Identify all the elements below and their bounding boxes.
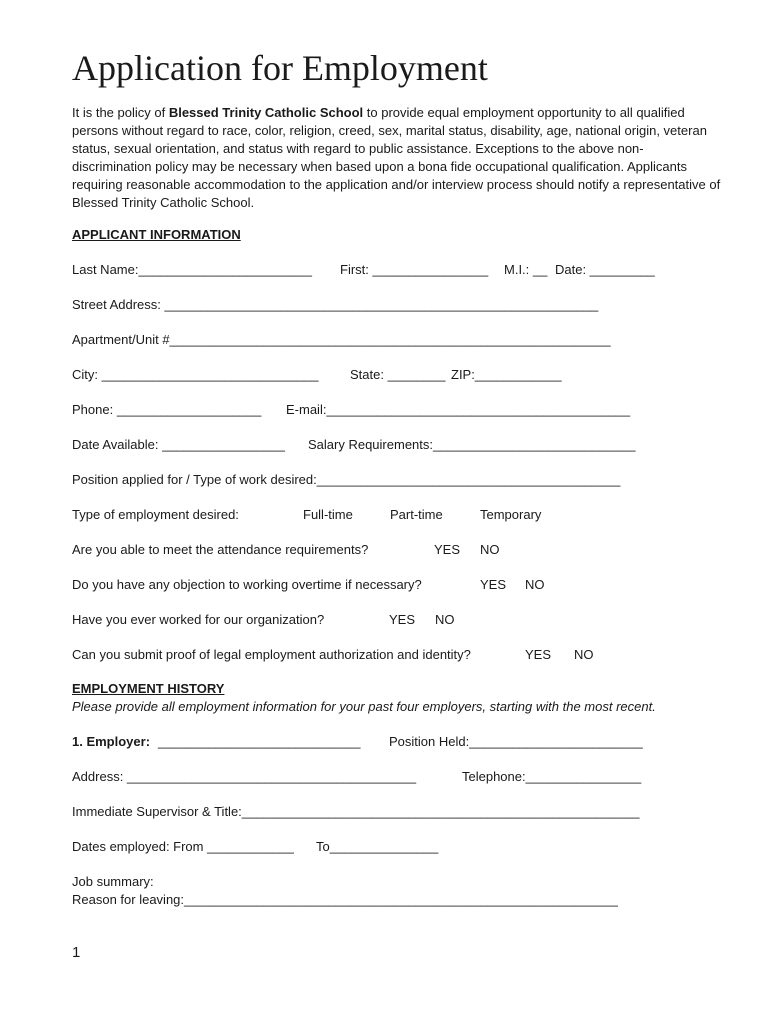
employment-history-instructions: Please provide all employment information for your past four employers, starting with the most recent. <box>72 699 656 714</box>
applicant-info-heading: APPLICANT INFORMATION <box>72 227 241 242</box>
worked-before-question: Have you ever worked for our organization? <box>72 612 325 627</box>
middle-initial-field[interactable]: M.I.: __ <box>504 262 548 277</box>
date-field[interactable]: Date: _________ <box>555 262 655 277</box>
worked-no-option[interactable]: NO <box>435 612 455 627</box>
attendance-no-option[interactable]: NO <box>480 542 500 557</box>
temporary-option[interactable]: Temporary <box>480 507 542 522</box>
first-name-field[interactable]: First: ________________ <box>340 262 489 277</box>
policy-text-start: It is the policy of <box>72 105 169 120</box>
overtime-no-option[interactable]: NO <box>525 577 545 592</box>
employment-history-heading: EMPLOYMENT HISTORY <box>72 681 225 696</box>
dates-to-field[interactable]: To_______________ <box>316 839 439 854</box>
employment-type-label: Type of employment desired: <box>72 507 239 522</box>
email-field[interactable]: E-mail:__________________________________________ <box>286 402 631 417</box>
page-title: Application for Employment <box>72 48 488 88</box>
full-time-option[interactable]: Full-time <box>303 507 353 522</box>
position-held-field[interactable]: Position Held:________________________ <box>389 734 643 749</box>
school-name: Blessed Trinity Catholic School <box>168 105 364 120</box>
page-number: 1 <box>72 944 81 961</box>
phone-field[interactable]: Phone: ____________________ <box>72 402 262 417</box>
proof-no-option[interactable]: NO <box>574 647 594 662</box>
state-field[interactable]: State: ________ <box>350 367 446 382</box>
position-desired-field[interactable]: Position applied for / Type of work desired:__________________________________________ <box>72 472 621 487</box>
overtime-question: Do you have any objection to working overtime if necessary? <box>72 577 422 592</box>
attendance-yes-option[interactable]: YES <box>434 542 461 557</box>
employer-address-field[interactable]: Address: ________________________________________ <box>72 769 417 784</box>
employer-telephone-field[interactable]: Telephone:________________ <box>462 769 642 784</box>
last-name-field[interactable]: Last Name:________________________ <box>72 262 312 277</box>
proof-question: Can you submit proof of legal employment authorization and identity? <box>72 647 471 662</box>
part-time-option[interactable]: Part-time <box>390 507 443 522</box>
date-available-field[interactable]: Date Available: _________________ <box>72 437 286 452</box>
worked-yes-option[interactable]: YES <box>389 612 416 627</box>
street-address-field[interactable]: Street Address: ____________________________________________________________ <box>72 297 599 312</box>
proof-yes-option[interactable]: YES <box>525 647 552 662</box>
employer-field[interactable]: ____________________________ <box>158 734 361 749</box>
salary-field[interactable]: Salary Requirements:____________________________ <box>308 437 636 452</box>
dates-from-field[interactable]: Dates employed: From ____________ <box>72 839 294 854</box>
reason-for-leaving-field[interactable]: Reason for leaving:____________________________________________________________ <box>72 892 618 907</box>
overtime-yes-option[interactable]: YES <box>480 577 507 592</box>
policy-statement <box>72 104 722 212</box>
policy-text-rest: to provide equal employment opportunity to all qualified persons without regard to race, color, religion, creed, sex, marital status, disability, age, national origin, veteran status, sexual orientation, and status with regard to public assistance. Exceptions to the above non-discrimination policy may be necessary when based upon a bona fide occupational qualification. Applicants requiring reasonable accommodation to the application and/or interview process should notify a representative of Blessed Trinity Catholic School. <box>72 105 721 210</box>
city-field[interactable]: City: ______________________________ <box>72 367 319 382</box>
job-summary-field[interactable]: Job summary: <box>72 874 154 889</box>
apartment-field[interactable]: Apartment/Unit #_____________________________________________________________ <box>72 332 611 347</box>
employer-label: 1. Employer: <box>72 734 151 749</box>
attendance-question: Are you able to meet the attendance requirements? <box>72 542 369 557</box>
supervisor-field[interactable]: Immediate Supervisor & Title:_______________________________________________________ <box>72 804 640 819</box>
zip-field[interactable]: ZIP:____________ <box>451 367 562 382</box>
